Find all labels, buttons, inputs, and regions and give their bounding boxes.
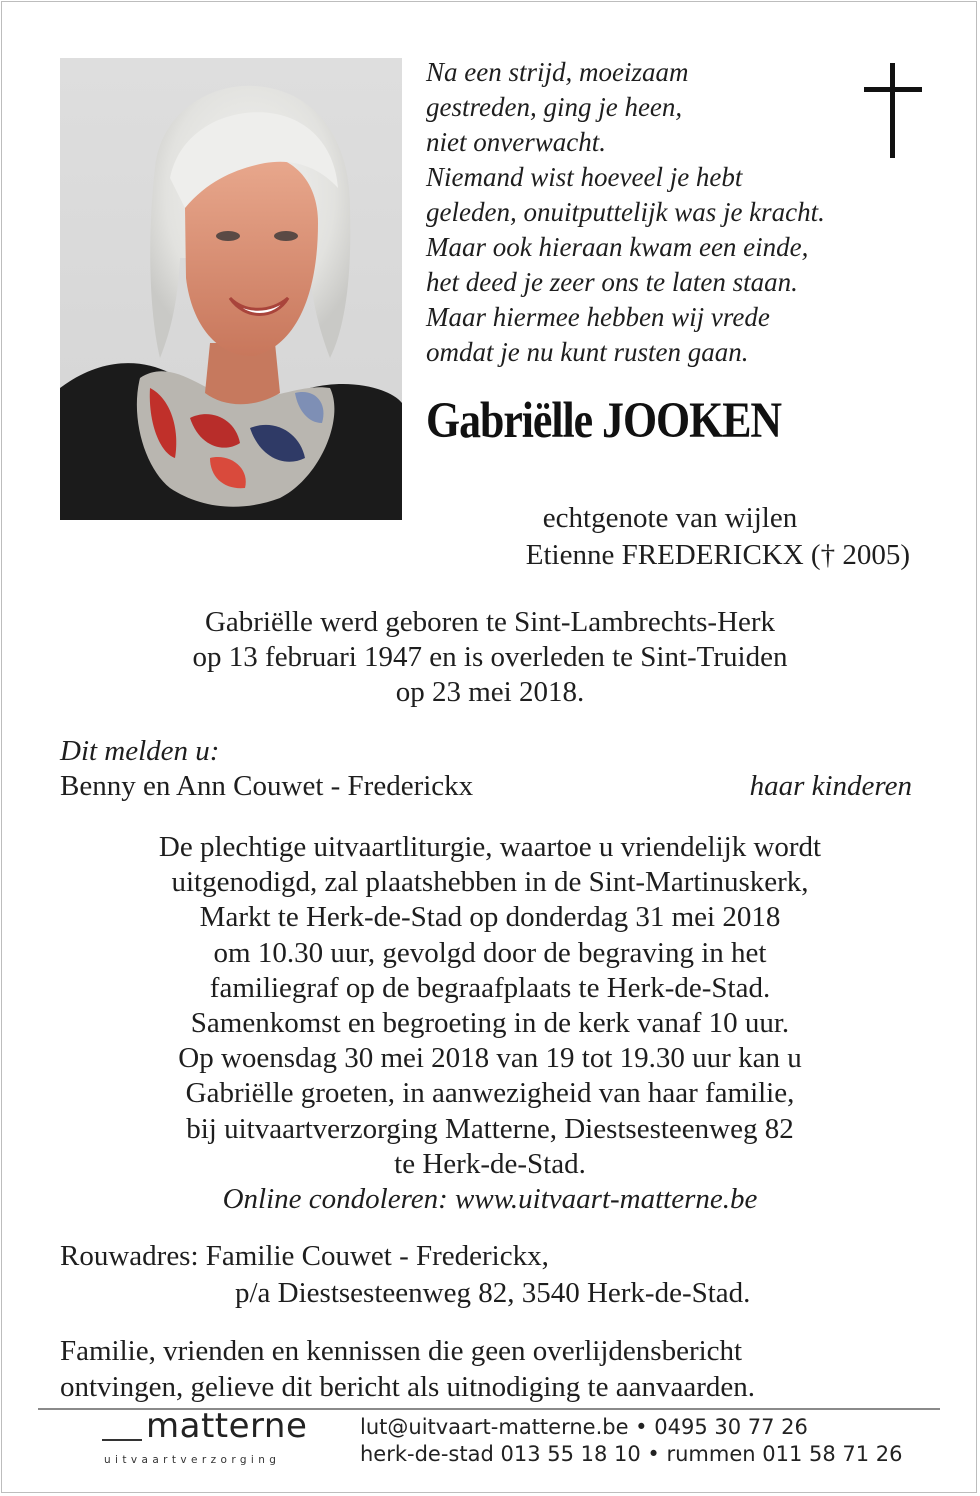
ceremony-info — [40, 830, 940, 1217]
memorial-poem — [426, 55, 825, 370]
birth-death-line: Gabriëlle werd geboren te Sint-Lambrechts-Herk — [204, 606, 776, 638]
ceremony-line: De plechtige uitvaartliturgie, waartoe u vriendelijk wordt — [158, 831, 822, 863]
brand-line — [102, 1439, 142, 1441]
ceremony-line: familiegraf op de begraafplaats te Herk-de-Stad. — [209, 971, 771, 1004]
ceremony-line: Gabriëlle groeten, in aanwezigheid van haar familie, — [185, 1077, 795, 1110]
announcers-relation: haar kinderen — [749, 770, 912, 802]
brand-subtitle: uitvaartverzorging — [104, 1454, 281, 1466]
contact-info — [360, 1414, 903, 1468]
poem-line: Maar hiermee hebben wij vrede — [426, 302, 770, 332]
poem-line: omdat je nu kunt rusten gaan. — [426, 337, 749, 367]
ceremony-line: uitgenodigd, zal plaatshebben in de Sint-Martinuskerk, — [171, 866, 809, 899]
mourning-address-line: p/a Diestsesteenweg 82, 3540 Herk-de-Stad. — [235, 1277, 751, 1309]
ceremony-line: Markt te Herk-de-Stad op donderdag 31 mei 2018 — [199, 901, 781, 934]
birth-death-line: op 13 februari 1947 en is overleden te Sint-Truiden — [192, 641, 788, 674]
brand-logo — [102, 1406, 338, 1476]
birth-death-line: op 23 mei 2018. — [395, 676, 585, 709]
spouse-block — [370, 500, 910, 574]
poem-line: gestreden, ging je heen, — [426, 92, 683, 122]
birth-death-info — [40, 605, 940, 711]
portrait-illustration — [60, 58, 402, 520]
ceremony-line: bij uitvaartverzorging Matterne, Diestsesteenweg 82 — [186, 1112, 794, 1145]
announcers-names: Benny en Ann Couwet - Frederickx — [60, 770, 474, 802]
brand-name: matterne — [146, 1406, 308, 1446]
cross-icon — [864, 63, 922, 158]
ceremony-line: Samenkomst en begroeting in de kerk vanaf 10 uur. — [190, 1007, 790, 1040]
announcers-label: Dit melden u: — [60, 735, 220, 767]
ceremony-line: om 10.30 uur, gevolgd door de begraving in het — [213, 936, 767, 969]
poem-line: Niemand wist hoeveel je hebt — [426, 162, 743, 192]
online-condolence-link[interactable]: Online condoleren: www.uitvaart-matterne.be — [222, 1183, 758, 1216]
closing-note — [60, 1333, 755, 1405]
ceremony-line: te Herk-de-Stad. — [394, 1147, 586, 1180]
contact-line[interactable]: herk-de-stad 013 55 18 10 • rummen 011 58 71 26 — [360, 1442, 903, 1466]
closing-line: Familie, vrienden en kennissen die geen overlijdensbericht — [60, 1335, 743, 1367]
poem-line: het deed je zeer ons te laten staan. — [426, 267, 798, 297]
closing-line: ontvingen, gelieve dit bericht als uitnodiging te aanvaarden. — [60, 1371, 755, 1403]
ceremony-line: Op woensdag 30 mei 2018 van 19 tot 19.30 uur kan u — [178, 1042, 802, 1075]
spouse-name: Etienne FREDERICKX († 2005) — [525, 539, 910, 571]
mourning-address-line: Rouwadres: Familie Couwet - Frederickx, — [60, 1240, 549, 1272]
portrait-photo — [60, 58, 402, 520]
poem-line: geleden, onuitputtelijk was je kracht. — [426, 197, 825, 227]
deceased-name: Gabriëlle JOOKEN — [426, 393, 782, 449]
spouse-relation: echtgenote van wijlen — [542, 502, 798, 534]
contact-line[interactable]: lut@uitvaart-matterne.be • 0495 30 77 26 — [360, 1415, 808, 1439]
poem-line: niet onverwacht. — [426, 127, 606, 157]
poem-line: Na een strijd, moeizaam — [426, 57, 689, 87]
mourning-address — [60, 1238, 750, 1312]
poem-line: Maar ook hieraan kwam een einde, — [426, 232, 809, 262]
